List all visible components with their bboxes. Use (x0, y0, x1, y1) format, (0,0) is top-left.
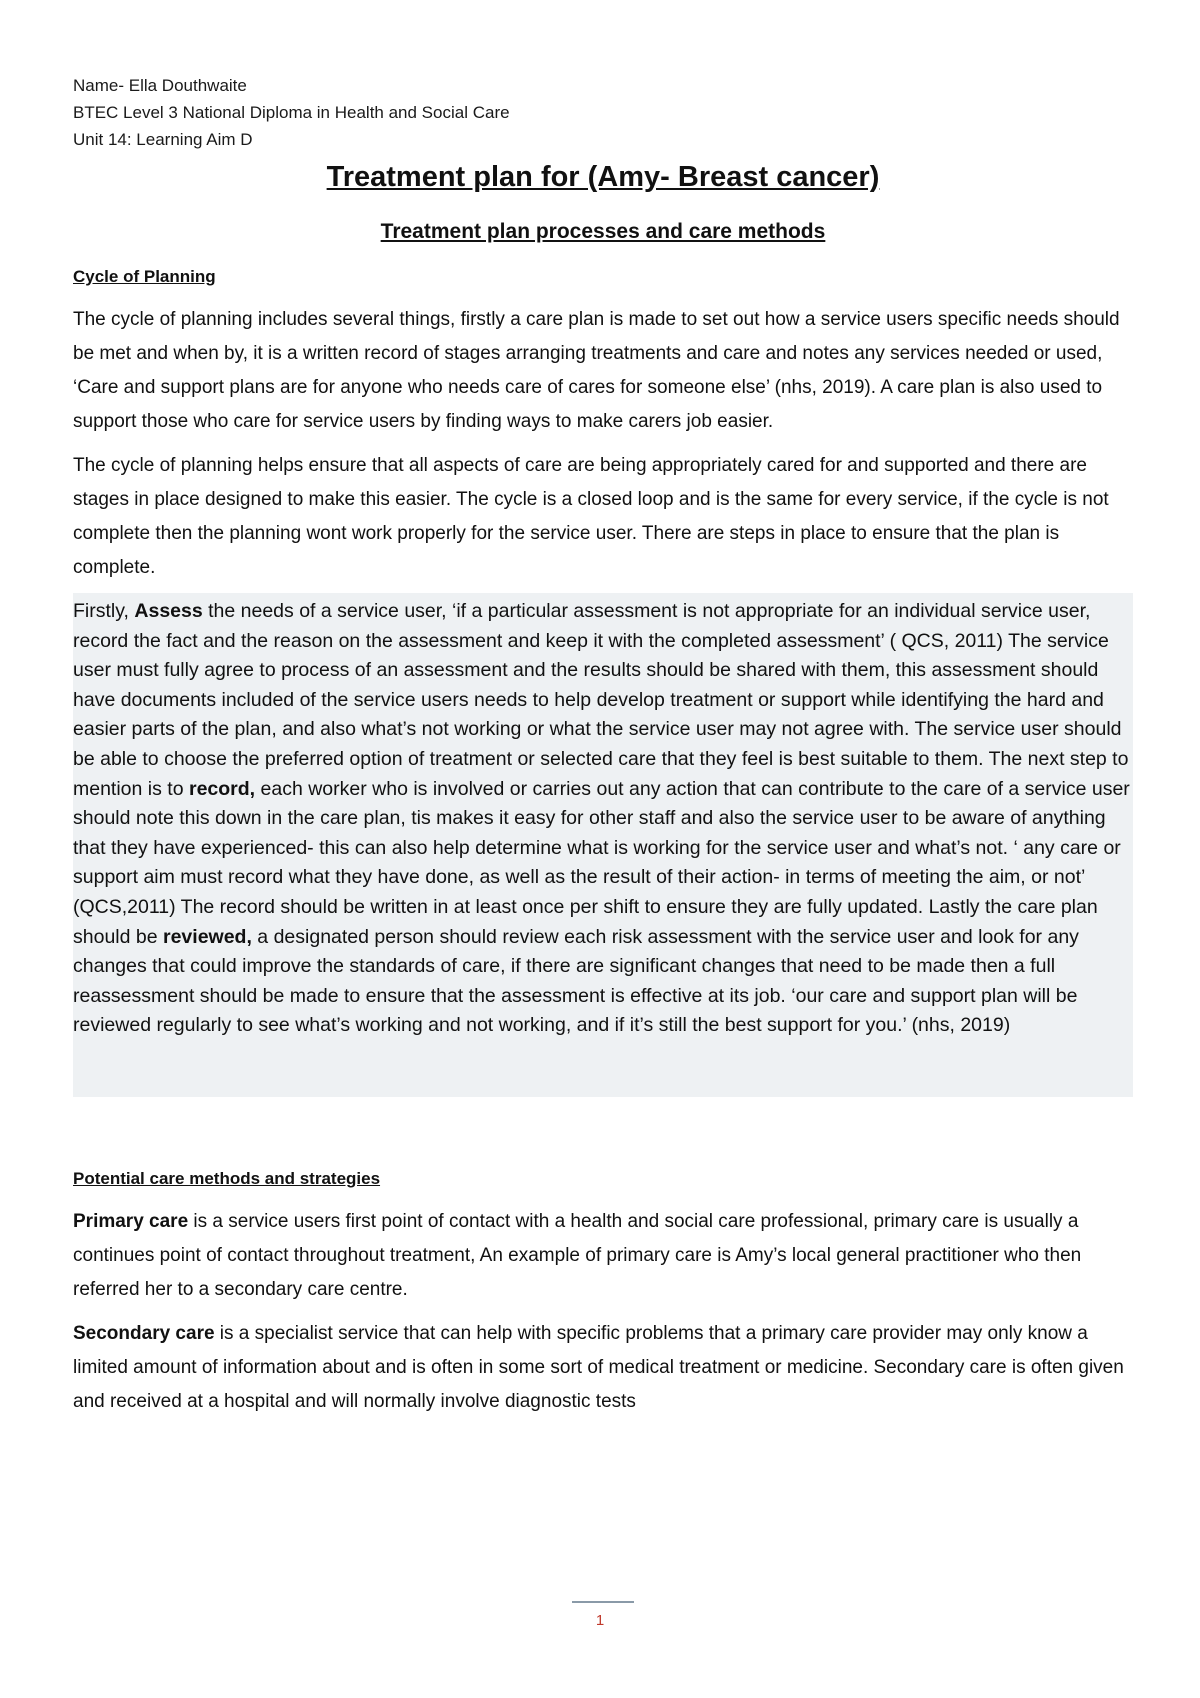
primary-care-paragraph (73, 1205, 1133, 1307)
shaded-part-2: each worker who is involved or carries out any action that can contribute to the care of a service user should note this down in the care plan, tis makes it easy for other staff and also the service user to be aware of anything that they have experienced- this can also help determine what is working for the service user and what’s not. ‘ any care or support aim must record what they have done, as well as the result of their action- in terms of meeting the aim, or not’ (QCS,2011) The record should be written in at least once per shift to ensure they are fully updated. Lastly the care plan should be (73, 777, 1130, 948)
unit-title: Unit 14: Learning Aim D (73, 130, 253, 149)
secondary-care-text: is a specialist service that can help with specific problems that a primary care provider may only know a limited amount of information about and is often in some sort of medical treatment or medicine. Secondary care is often given and received at a hospital and will normally involve diagnostic tests (73, 1322, 1124, 1412)
cycle-of-planning-heading: Cycle of Planning (73, 267, 216, 286)
assess-label: Assess (134, 600, 203, 622)
primary-care-text: is a service users first point of contact with a health and social care professional, primary care is usually a continues point of contact throughout treatment, An example of primary care is Amy’s local general practitioner who then referred her to a secondary care centre. (73, 1210, 1082, 1300)
secondary-care-label: Secondary care (73, 1322, 215, 1344)
document-title: Treatment plan for (Amy- Breast cancer) (326, 161, 880, 193)
primary-care-label: Primary care (73, 1210, 189, 1232)
shaded-part-1: the needs of a service user, ‘if a particular assessment is not appropriate for an individual service user, record the fact and the reason on the assessment and keep it with the completed assessment’ ( QCS, 2011) The service user must fully agree to process of an assessment and the results should be shared with them, this assessment should have documents included of the service users needs to help develop treatment or support while identifying the hard and easier parts of the plan, and also what’s not working or what the service user may not agree with. The service user should be able to choose the preferred option of treatment or selected care that they feel is best suitable to them. The next step to mention is to (73, 600, 1129, 800)
cycle-paragraph-2: The cycle of planning helps ensure that all aspects of care are being appropriately cared for and supported and there are stages in place designed to make this easier. The cycle is a closed loop and is the same for every service, if the cycle is not complete then the planning wont work properly for the service user. There are steps in place to ensure that the plan is complete. (73, 455, 1109, 578)
reviewed-label: reviewed, (163, 925, 252, 948)
page-content (73, 72, 1133, 1419)
page-number: 1 (595, 1612, 605, 1629)
secondary-care-paragraph (73, 1317, 1133, 1419)
student-name: Name- Ella Douthwaite (73, 76, 247, 95)
cycle-paragraph-1: The cycle of planning includes several things, firstly a care plan is made to set out how a service users specific needs should be met and when by, it is a written record of stages arranging treatments and care and notes any services needed or used, ‘Care and support plans are for anyone who needs care of cares for someone else’ (nhs, 2019). A care plan is also used to support those who care for service users by finding ways to make carers job easier. (73, 309, 1120, 432)
care-methods-heading: Potential care methods and strategies (73, 1168, 381, 1188)
shaded-intro: Firstly, (73, 600, 135, 622)
spacer (73, 1097, 1133, 1149)
footer-divider (572, 1601, 634, 1603)
document-subtitle: Treatment plan processes and care methods (380, 220, 826, 243)
shaded-part-3: a designated person should review each risk assessment with the service user and look for any changes that could improve the standards of care, if there are significant changes that need to be made then a full reassessment should be made to ensure that the assessment is effective at its job. ‘our care and support plan will be reviewed regularly to see what’s working and not working, and if it’s still the best support for you.’ (nhs, 2019) (73, 925, 1079, 1037)
assessment-shaded-block (73, 593, 1133, 1097)
record-label: record, (188, 777, 256, 800)
course-title: BTEC Level 3 National Diploma in Health and Social Care (73, 103, 510, 122)
